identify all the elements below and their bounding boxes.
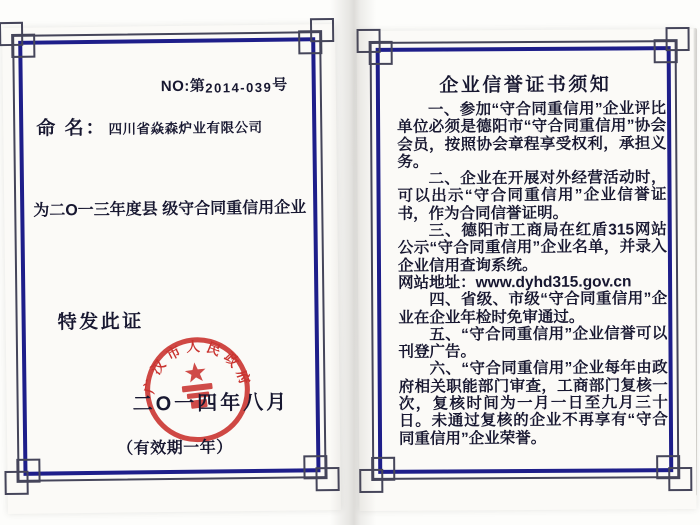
notice-title: 企业信誉证书须知: [439, 74, 612, 97]
frame-corner-ornament: [656, 455, 680, 479]
award-line: 为二O一三年度县 级守合同重信用企业: [33, 199, 307, 220]
frame-corner-ornament: [298, 30, 322, 54]
notice-paragraph-3: 三、德阳市工商局在红盾315网站公示“守合同重信用”企业名单，并录入企业信用查询系统。: [397, 221, 667, 275]
frame-corner-ornament: [303, 455, 327, 479]
frame-corner-ornament: [11, 34, 35, 58]
issue-statement: 特发此证: [57, 311, 144, 334]
validity-note: （有效期一年）: [117, 439, 233, 458]
frame-corner-ornament: [369, 41, 393, 65]
serial-number: [161, 74, 288, 97]
name-line: [36, 111, 263, 141]
seal-text: 广汉市人民政府: [141, 338, 254, 395]
notice-paragraph-4: 四、省级、市级“守合同重信用”企业在企业年检时免审通过。: [398, 290, 668, 327]
right-page: [357, 29, 697, 511]
frame-corner-ornament: [371, 457, 395, 481]
frame-corner-ornament: [654, 39, 678, 63]
company-name: 四川省焱森炉业有限公司: [108, 119, 263, 137]
name-label: 命 名：: [36, 117, 107, 140]
left-page: [2, 24, 341, 514]
notice-paragraph-6: 六、“守合同重信用”企业每年由政府相关职能部门审查，工商部门复核一次，复核时间为一月一日至九月三十日。未通过复核的企业不再享有“守合同重信用”企业荣誉。: [398, 359, 668, 448]
notice-paragraph-5: 五、“守合同重信用”企业信誉可以刊登广告。: [398, 325, 668, 361]
frame-corner-ornament: [16, 459, 40, 483]
notice-body: [397, 100, 668, 448]
serial-digits: 2014-039: [205, 79, 273, 96]
serial-suffix: 号: [272, 76, 288, 94]
notice-paragraph-1: 一、参加“守合同重信用”企业评比单位必须是德阳市“守合同重信用”协会会员，按照协会章程享受权利，承担义务。: [397, 100, 667, 171]
notice-website-line: 网站地址：www.dyhd315.gov.cn: [398, 273, 632, 292]
issue-date: 二O一四年八月: [132, 391, 290, 416]
notice-paragraph-2: 二、企业在开展对外经营活动时，可以出示“守合同重信用”企业信誉证书，作为合同信誉证明。: [397, 169, 667, 223]
serial-prefix: NO:第: [160, 77, 206, 96]
